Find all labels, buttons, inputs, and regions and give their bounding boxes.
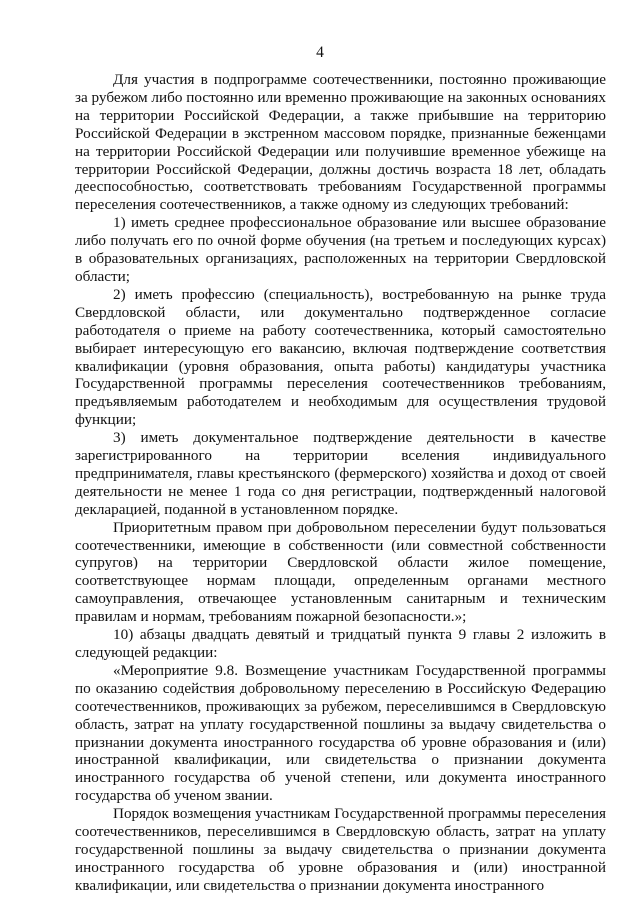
page-number: 4 (316, 44, 324, 61)
paragraph-priority-right: Приоритетным правом при добровольном переселении будут пользоваться соотечественники, имеющие в собственности (или совместной собственности супругов) на территории Свердловской области жилое помещение, соответствующее нормам площади, определенным органами местного самоуправления, отвечающее установленным санитарным и техническим правилам и нормам, требованиям пожарной безопасности.»; (75, 518, 606, 626)
paragraph-measure-9-8: «Мероприятие 9.8. Возмещение участникам Государственной программы по оказанию содействия добровольному переселению в Российскую Федерацию соотечественников, проживающих за рубежом, переселившимся в Свердловскую область, затрат на уплату государственной пошлины за выдачу свидетельства о признании документа иностранного государства об уровне образования и (или) иностранной квалификации, или свидетельства о признании документа иностранного государства об ученой степени, или документа иностранного государства об ученом звании. (75, 661, 606, 805)
paragraph-requirement-profession: 2) иметь профессию (специальность), востребованную на рынке труда Свердловской области, или документально подтвержденное согласие работодателя о приеме на работу соотечественника, который самостоятельно выбирает интересующую его вакансию, включая подтверждение соответствия квалификации (уровня образования, опыта работы) кандидатуры участника Государственной программы переселения соотечественников требованиям, предъявляемым работодателем и необходимым для осуществления трудовой функции; (75, 285, 606, 429)
paragraph-reimbursement-procedure: Порядок возмещения участникам Государственной программы переселения соотечественников, переселившимся в Свердловскую область, затрат на уплату государственной пошлины за выдачу свидетельства о признании документа иностранного государства об уровне образования и (или) иностранной квалификации, или свидетельства о признании документа иностранного (75, 805, 606, 894)
paragraph-amendment-10: 10) абзацы двадцать девятый и тридцатый пункта 9 главы 2 изложить в следующей редакции: (75, 626, 606, 661)
paragraph-requirement-education: 1) иметь среднее профессиональное образование или высшее образование либо получать его по очной форме обучения (на третьем и последующих курсах) в образовательных организациях, расположенных на территории Свердловской области; (75, 214, 606, 285)
paragraph-participation-requirements: Для участия в подпрограмме соотечественники, постоянно проживающие за рубежом либо постоянно или временно проживающие на законных основаниях на территории Российской Федерации, а также прибывшие на территорию Российской Федерации в экстренном массовом порядке, признанные беженцами на территории Российской Федерации или получившие временное убежище на территории Российской Федерации, должны достичь возраста 18 лет, обладать дееспособностью, соответствовать требованиям Государственной программы переселения соотечественников, а также одному из следующих требований: (75, 71, 607, 214)
paragraph-requirement-entrepreneur: 3) иметь документальное подтверждение деятельности в качестве зарегистрированного на территории вселения индивидуального предпринимателя, главы крестьянского (фермерского) хозяйства и доход от своей деятельности не менее 1 года со дня регистрации, подтвержденный налоговой декларацией, поданной в установленном порядке. (75, 429, 606, 518)
document-body (75, 71, 606, 895)
